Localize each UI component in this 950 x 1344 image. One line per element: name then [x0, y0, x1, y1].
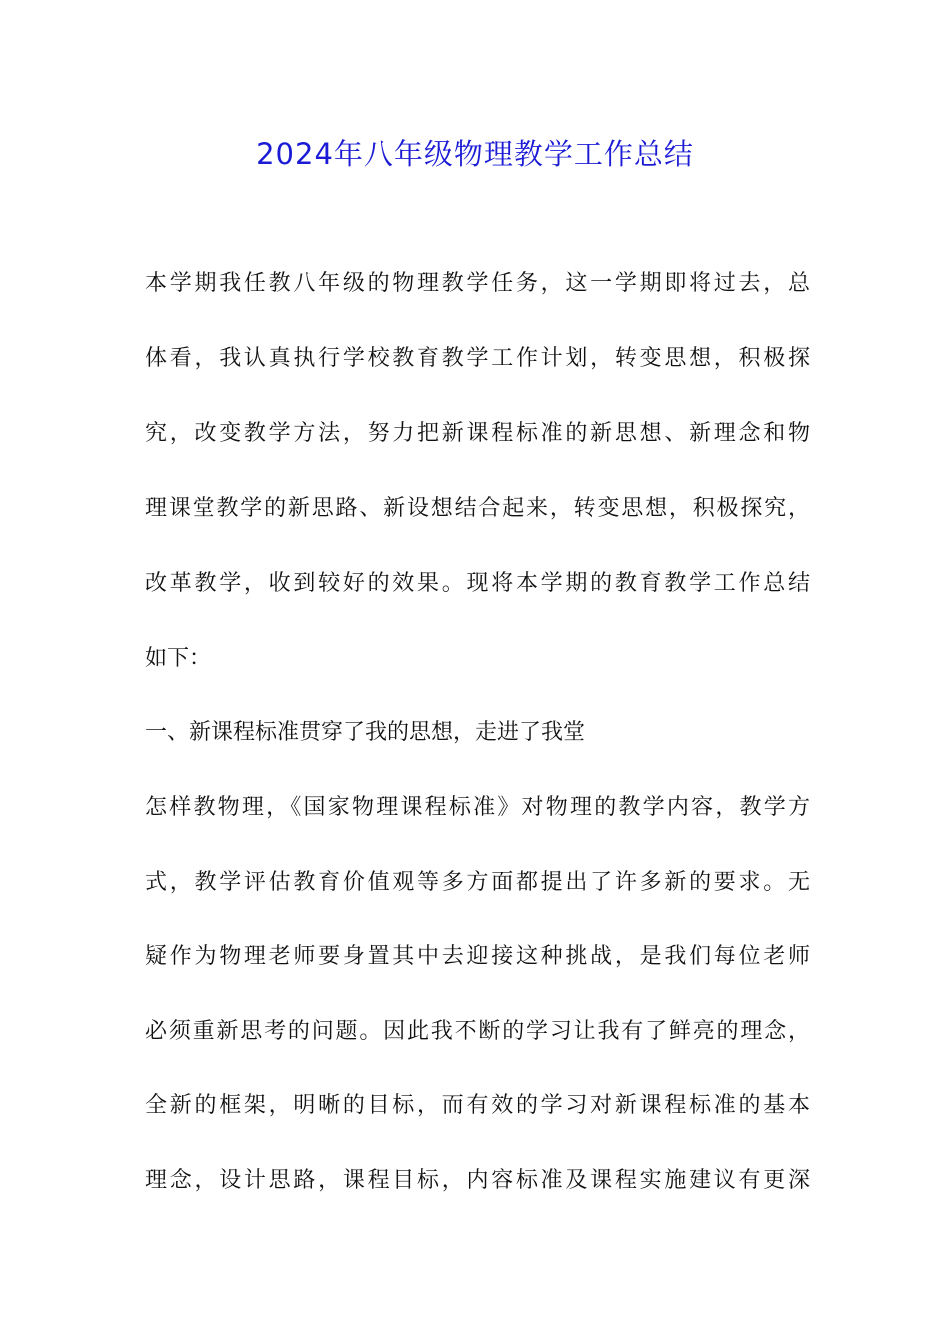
section-heading-1: 一、新课程标准贯穿了我的思想，走进了我堂 — [145, 720, 586, 745]
body-line-10: 疑作为物理老师要身置其中去迎接这种挑战，是我们每位老师 — [145, 944, 810, 969]
body-line-12: 全新的框架，明晰的目标，而有效的学习对新课程标准的基本 — [145, 1093, 810, 1118]
body-line-11: 必须重新思考的问题。因此我不断的学习让我有了鲜亮的理念， — [145, 1019, 810, 1044]
body-line-13: 理念，设计思路，课程目标，内容标准及课程实施建议有更深 — [145, 1168, 810, 1193]
body-line-6: 如下： — [145, 646, 212, 671]
body-line-2: 体看，我认真执行学校教育教学工作计划，转变思想，积极探 — [145, 346, 810, 371]
body-line-5: 改革教学，收到较好的效果。现将本学期的教育教学工作总结 — [145, 571, 810, 596]
body-line-3: 究，改变教学方法，努力把新课程标准的新思想、新理念和物 — [145, 421, 810, 446]
body-line-8: 怎样教物理，《国家物理课程标准》对物理的教学内容，教学方 — [145, 795, 810, 820]
body-line-4: 理课堂教学的新思路、新设想结合起来，转变思想，积极探究， — [145, 496, 810, 521]
body-line-9: 式，教学评估教育价值观等多方面都提出了许多新的要求。无 — [145, 870, 810, 895]
document-title: 2024年八年级物理教学工作总结 — [256, 137, 694, 171]
body-line-1: 本学期我任教八年级的物理教学任务，这一学期即将过去，总 — [145, 271, 810, 296]
